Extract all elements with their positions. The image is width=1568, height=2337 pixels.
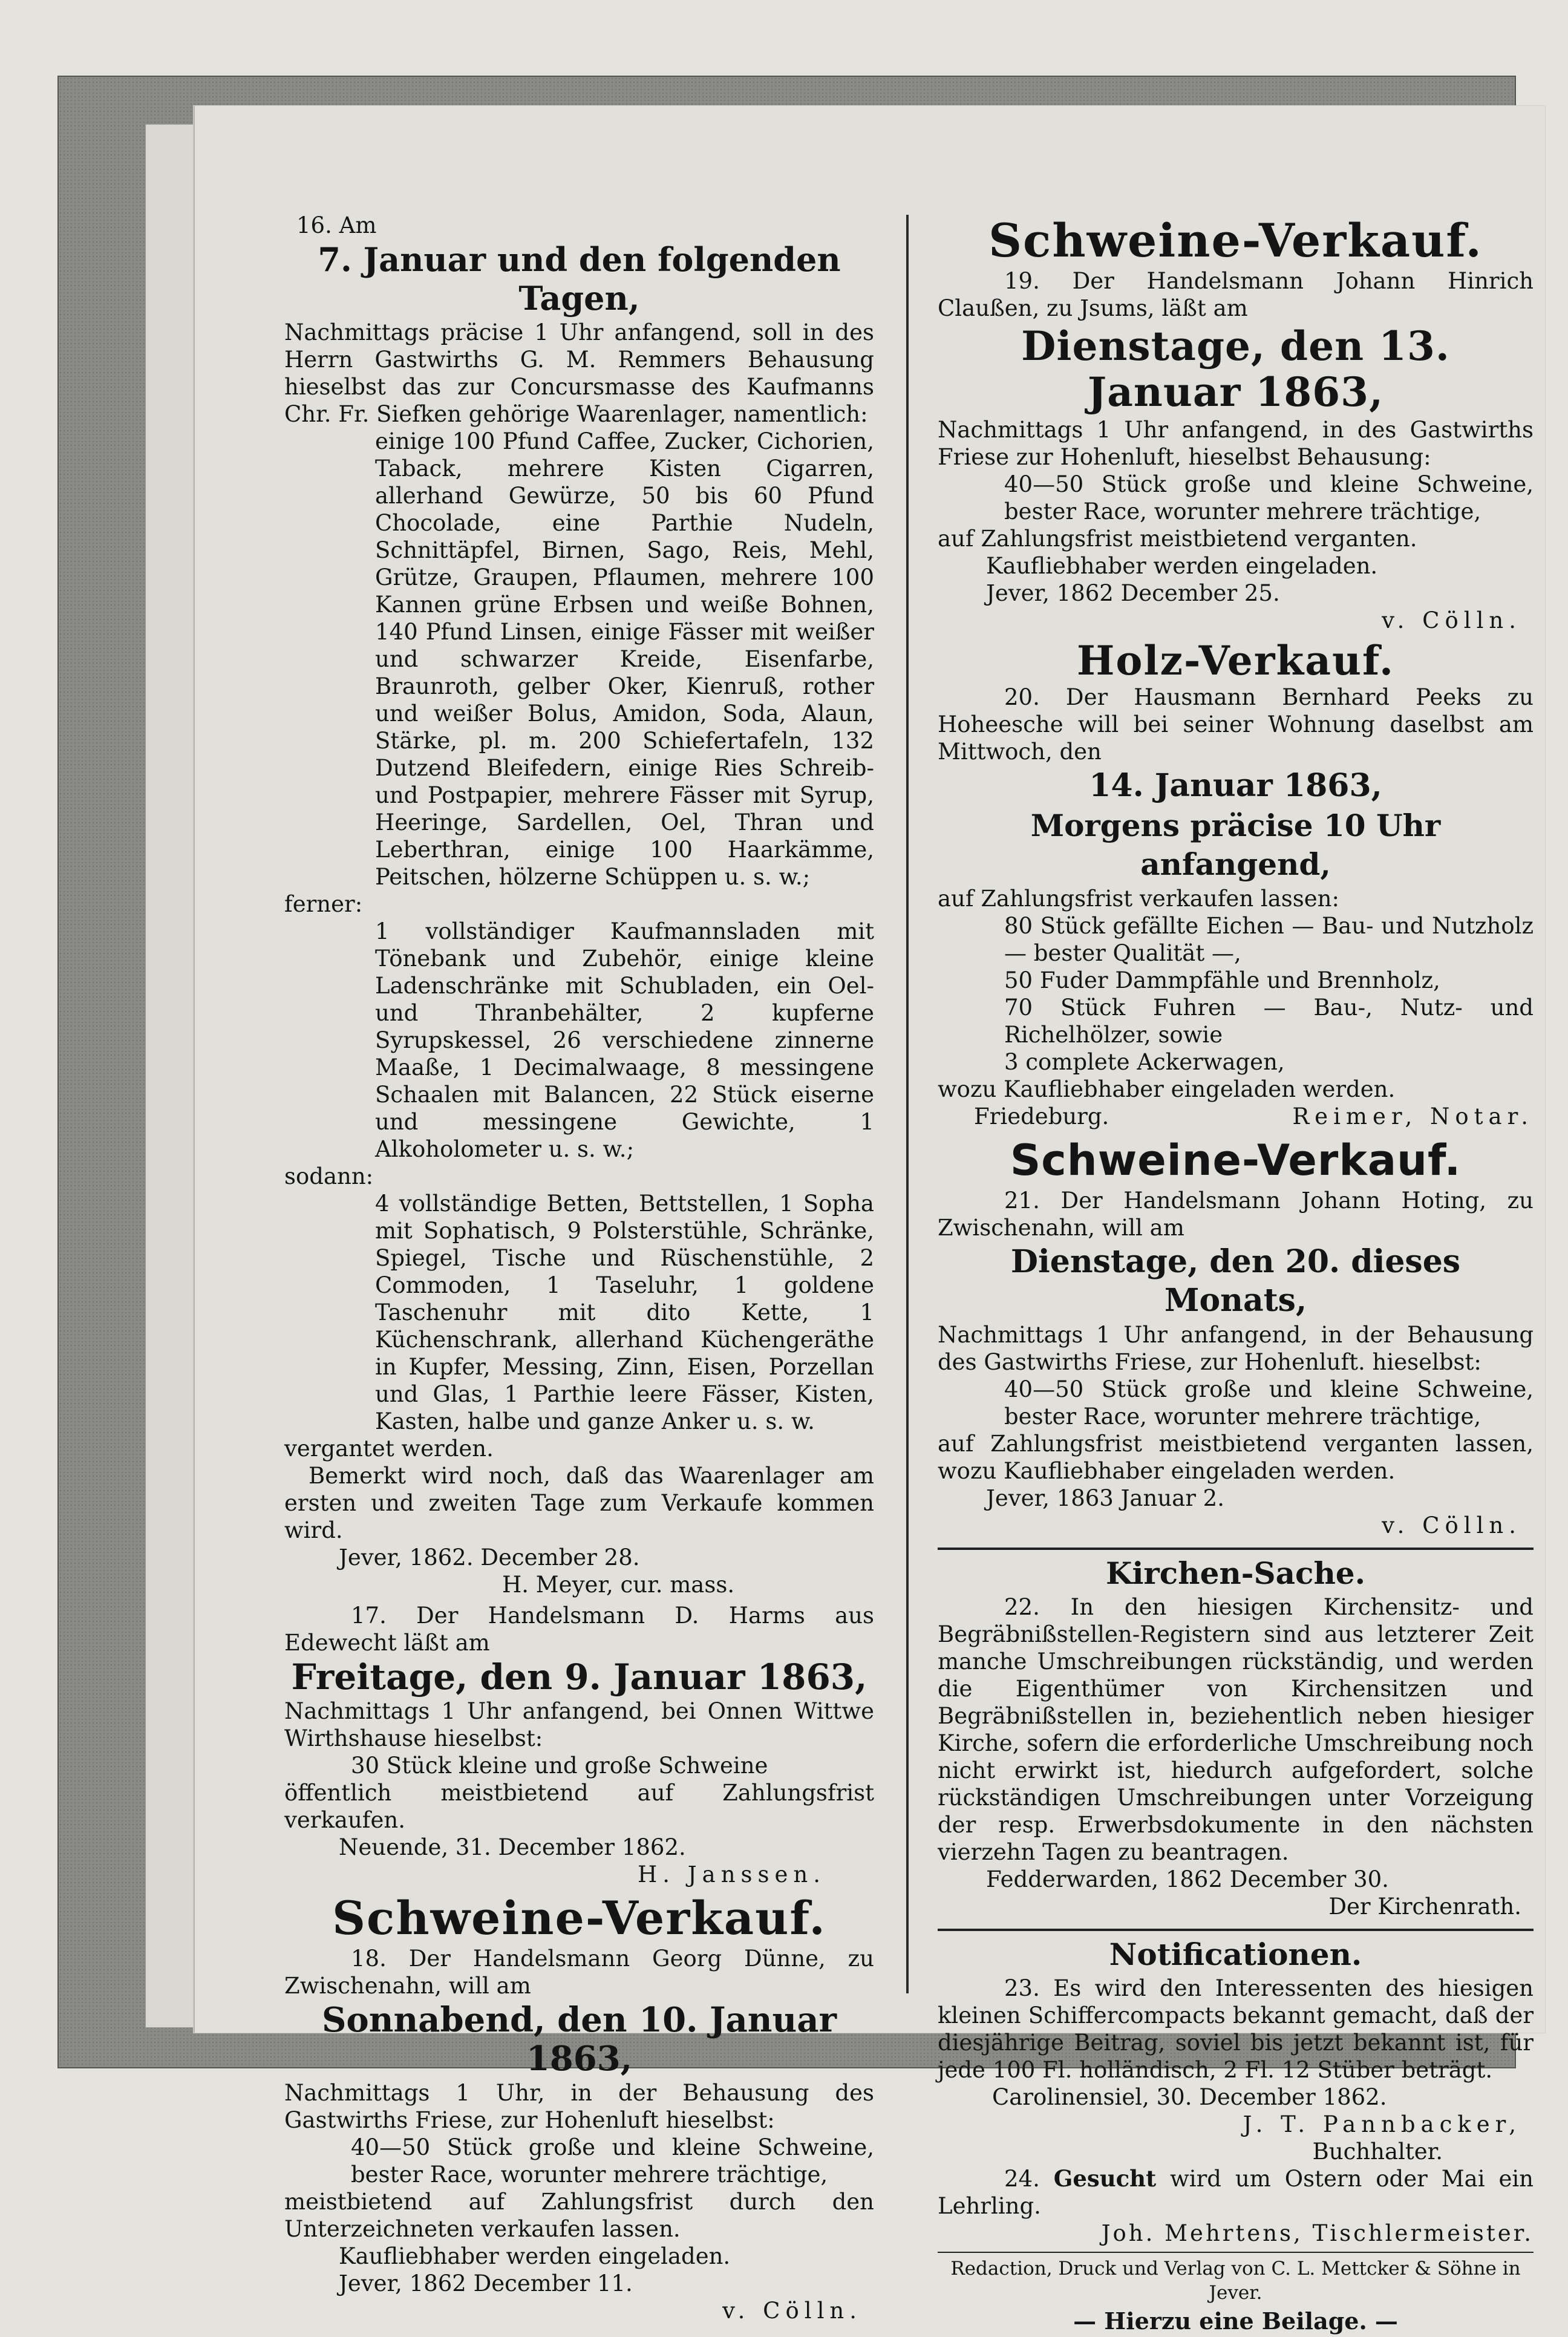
- kirchen-date: Fedderwarden, 1862 December 30.: [986, 1866, 1389, 1892]
- column-divider: [906, 215, 909, 1993]
- ad-17-headline: Freitage, den 9. Januar 1863,: [291, 1656, 867, 1698]
- ad-21-lead: 21. Der Handelsmann Johann Hoting, zu Zwischenahn, will am: [938, 1188, 1534, 1241]
- ad-21-goods: 40—50 Stück große und kleine Schweine, bester Race, worunter mehrere trächtige,: [1004, 1376, 1534, 1430]
- ad-20-title: Holz-Verkauf.: [1077, 637, 1394, 684]
- ad-19-intro: Nachmittags 1 Uhr anfangend, in des Gastwirths Friese zur Hohenluft, hieselbst Behausung:: [938, 417, 1534, 470]
- ad-18-sign: v. Cölln.: [722, 2298, 862, 2324]
- ad-20-item-wagons: 3 complete Ackerwagen,: [1004, 1049, 1285, 1075]
- notif-24-text: wird um Ostern oder Mai ein Lehrling.: [938, 2166, 1534, 2219]
- ad-16-lead: 16. Am: [296, 212, 377, 238]
- notif-title: Notificationen.: [1109, 1937, 1362, 1972]
- ad-18-headline: Sonnabend, den 10. Januar 1863,: [321, 2000, 837, 2079]
- ad-20-sign: Reimer, Notar.: [1292, 1103, 1534, 1129]
- ad-16-ferner: 1 vollständiger Kaufmannsladen mit Tönebank und Zubehör, einige kleine Ladenschränke mit Schubladen, ein Oel- und Thranbehälter, 2 kupferne Syrupskessel, 26 verschiedene zinnerne Maaße, 1 Decimalwaage, 8 messingene Schaalen mit Balancen, 22 Stück eiserne und messingene Gewichte, 1 Alkoholometer u. s. w.;: [375, 918, 874, 1162]
- ad-20-place: Friedeburg.: [974, 1103, 1109, 1129]
- ad-21: [938, 1134, 1534, 1539]
- notif-24-bold: Gesucht: [1053, 2165, 1157, 2192]
- ad-16-sodann: 4 vollständige Betten, Bettstellen, 1 Sopha mit Sophatisch, 9 Polsterstühle, Schränke, Spiegel, Tische und Rüschenstühle, 2 Commoden, 1 Taseluhr, 1 goldene Taschenuhr mit dito Kette, 1 Küchenschrank, allerhand Küchengeräthe in Kupfer, Messing, Zinn, Eisen, Porzellan und Glas, 1 Parthie leere Fässer, Kisten, Kasten, halbe und ganze Anker u. s. w.: [375, 1191, 874, 1434]
- ad-20: [938, 638, 1534, 1130]
- ad-21-intro: Nachmittags 1 Uhr anfangend, in der Behausung des Gastwirths Friese, zur Hohenluft. hieselbst:: [938, 1322, 1534, 1375]
- ad-19-lead: 19. Der Handelsmann Johann Hinrich Claußen, zu Jsums, läßt am: [938, 268, 1534, 321]
- ad-16-date: Jever, 1862. December 28.: [339, 1544, 640, 1571]
- ad-20-headline-date: 14. Januar 1863,: [1089, 767, 1382, 804]
- ad-16-goods: einige 100 Pfund Caffee, Zucker, Cichorien, Taback, mehrere Kisten Cigarren, allerhand Gewürze, 50 bis 60 Pfund Chocolade, eine Parthie Nudeln, Schnittäpfel, Birnen, Sago, Reis, Mehl, Grütze, Graupen, Pflaumen, mehrere 100 Kannen grüne Erbsen und weiße Bohnen, 140 Pfund Linsen, einige Fässer mit weißer und schwarzer Kreide, Eisenfarbe, Braunroth, gelber Oker, Kienruß, rother und weißer Bolus, Amidon, Soda, Alaun, Stärke, pl. m. 200 Schiefertafeln, 132 Dutzend Bleifedern, einige Ries Schreib- und Postpapier, mehrere Fässer mit Syrup, Heeringe, Sardellen, Oel, Thran und Leberthran, einige 100 Haarkämme, Peitschen, hölzerne Schüppen u. s. w.;: [375, 428, 874, 890]
- ad-19-sign: v. Cölln.: [1382, 607, 1521, 633]
- ad-19-title: Schweine-Verkauf.: [988, 214, 1483, 267]
- ad-16-headline: 7. Januar und den folgenden Tagen,: [318, 240, 841, 318]
- ad-17-lead: 17. Der Handelsmann D. Harms aus Edewecht läßt am: [284, 1603, 874, 1656]
- ad-19-goods: 40—50 Stück große und kleine Schweine, bester Race, worunter mehrere trächtige,: [1004, 471, 1534, 525]
- notif-23-role: Buchhalter.: [1312, 2139, 1443, 2165]
- left-column: [284, 212, 874, 2328]
- ad-18-intro: Nachmittags 1 Uhr, in der Behausung des Gastwirths Friese, zur Hohenluft hieselbst:: [284, 2080, 874, 2133]
- ad-17-terms: öffentlich meistbietend auf Zahlungsfrist verkaufen.: [284, 1780, 874, 1833]
- section-rule-notif: [938, 1929, 1534, 1931]
- ad-20-item-oak: 80 Stück gefällte Eichen — Bau- und Nutzholz — bester Qualität —,: [1004, 913, 1534, 966]
- ad-19-invite: Kaufliebhaber werden eingeladen.: [986, 553, 1378, 579]
- ad-21-terms: auf Zahlungsfrist meistbietend verganten lassen, wozu Kaufliebhaber eingeladen werden.: [938, 1431, 1534, 1484]
- supplement-note: — Hierzu eine Beilage. —: [1073, 2307, 1398, 2335]
- notif-section: [938, 1935, 1534, 2247]
- ad-17-intro: Nachmittags 1 Uhr anfangend, bei Onnen Wittwe Wirthshause hieselbst:: [284, 1698, 874, 1751]
- ad-17-goods: 30 Stück kleine und große Schweine: [351, 1753, 768, 1779]
- footer-rule: [938, 2252, 1534, 2253]
- ad-21-date: Jever, 1863 Januar 2.: [986, 1485, 1224, 1511]
- ad-18-date: Jever, 1862 December 11.: [339, 2270, 633, 2296]
- ad-18: [284, 1892, 874, 2324]
- notif-23-sign: J. T. Pannbacker,: [1243, 2111, 1521, 2137]
- ad-20-headline-time: Morgens präcise 10 Uhr anfangend,: [1030, 808, 1441, 882]
- ad-16-sign: H. Meyer, cur. mass.: [502, 1572, 735, 1598]
- ad-18-title: Schweine-Verkauf.: [332, 1891, 826, 1945]
- notif-24: [938, 2165, 1534, 2220]
- kirchen-section: [938, 1554, 1534, 1920]
- notif-23-text: 23. Es wird den Interessenten des hiesigen kleinen Schiffercompacts bekannt gemacht, daß der diesjährige Beitrag, soviel bis jetzt bekannt ist, für jede 100 Fl. holländisch, 2 Fl. 12 Stüber beträgt.: [938, 1975, 1534, 2083]
- kirchen-text: 22. In den hiesigen Kirchensitz- und Begräbnißstellen-Registern sind aus letzterer Zeit manche Umschreibungen rückständig, und werden die Eigenthümer von Kirchensitzen und Begräbnißstellen in, beziehentlich neben hiesiger Kirche, sofern die erforderliche Umschreibung noch nicht erwirkt ist, hiedurch aufgefordert, solche rückständigen Umschreibungen unter Vorzeigung der resp. Erwerbsdokumente in den nächsten vierzehn Tagen zu beantragen.: [938, 1594, 1534, 1865]
- notif-24-num: 24.: [1004, 2166, 1040, 2192]
- ad-20-item-posts: 50 Fuder Dammpfähle und Brennholz,: [1004, 967, 1440, 993]
- ad-17-sign: H. Janssen.: [638, 1861, 826, 1888]
- ad-18-goods: 40—50 Stück große und kleine Schweine, bester Race, worunter mehrere trächtige,: [351, 2134, 874, 2188]
- ad-16-note: Bemerkt wird noch, daß das Waarenlager am ersten und zweiten Tage zum Verkaufe kommen wird.: [284, 1463, 874, 1543]
- ad-21-headline: Dienstage, den 20. dieses Monats,: [1010, 1243, 1461, 1319]
- ad-20-item-pine: 70 Stück Fuhren — Bau-, Nutz- und Richelhölzer, sowie: [1004, 995, 1534, 1048]
- ad-19-date: Jever, 1862 December 25.: [986, 580, 1280, 606]
- ad-19-headline: Dienstage, den 13. Januar 1863,: [1021, 322, 1450, 416]
- ad-20-footer: [938, 1103, 1534, 1130]
- ad-21-sign: v. Cölln.: [1382, 1512, 1521, 1538]
- ad-18-terms: meistbietend auf Zahlungsfrist durch den Unterzeichneten verkaufen lassen.: [284, 2189, 874, 2242]
- ad-17: [284, 1602, 874, 1888]
- ad-16-sodann-label: sodann:: [284, 1163, 374, 1189]
- ad-18-lead: 18. Der Handelsmann Georg Dünne, zu Zwischenahn, will am: [284, 1946, 874, 1999]
- ad-21-title: Schweine-Verkauf.: [1010, 1136, 1462, 1185]
- imprint: Redaction, Druck und Verlag von C. L. Mettcker & Söhne in Jever.: [950, 2258, 1521, 2304]
- ad-16-intro: Nachmittags präcise 1 Uhr anfangend, soll in des Herrn Gastwirths G. M. Remmers Behausung hieselbst das zur Concursmasse des Kaufmanns Chr. Fr. Siefken gehörige Waarenlager, namentlich:: [284, 319, 874, 427]
- kirchen-sign: Der Kirchenrath.: [1328, 1894, 1521, 1920]
- ad-18-invite: Kaufliebhaber werden eingeladen.: [339, 2243, 731, 2269]
- ad-20-lead: 20. Der Hausmann Bernhard Peeks zu Hoheesche will bei seiner Wohnung daselbst am Mittwoch, den: [938, 684, 1534, 765]
- kirchen-title: Kirchen-Sache.: [1105, 1555, 1366, 1591]
- ad-16: [284, 212, 874, 1598]
- ad-19: [938, 214, 1534, 634]
- ad-19-terms: auf Zahlungsfrist meistbietend verganten.: [938, 526, 1417, 552]
- ad-20-invite: wozu Kaufliebhaber eingeladen werden.: [938, 1076, 1396, 1102]
- ad-16-vergantet: vergantet werden.: [284, 1436, 494, 1462]
- ad-20-intro: auf Zahlungsfrist verkaufen lassen:: [938, 886, 1339, 912]
- section-rule-kirchen: [938, 1548, 1534, 1550]
- right-column: [938, 212, 1534, 2337]
- ad-17-date: Neuende, 31. December 1862.: [339, 1834, 686, 1860]
- notif-24-sign: Joh. Mehrtens, Tischlermeister.: [1101, 2220, 1534, 2246]
- notif-23-date: Carolinensiel, 30. December 1862.: [992, 2084, 1387, 2110]
- ad-16-ferner-label: ferner:: [284, 891, 363, 917]
